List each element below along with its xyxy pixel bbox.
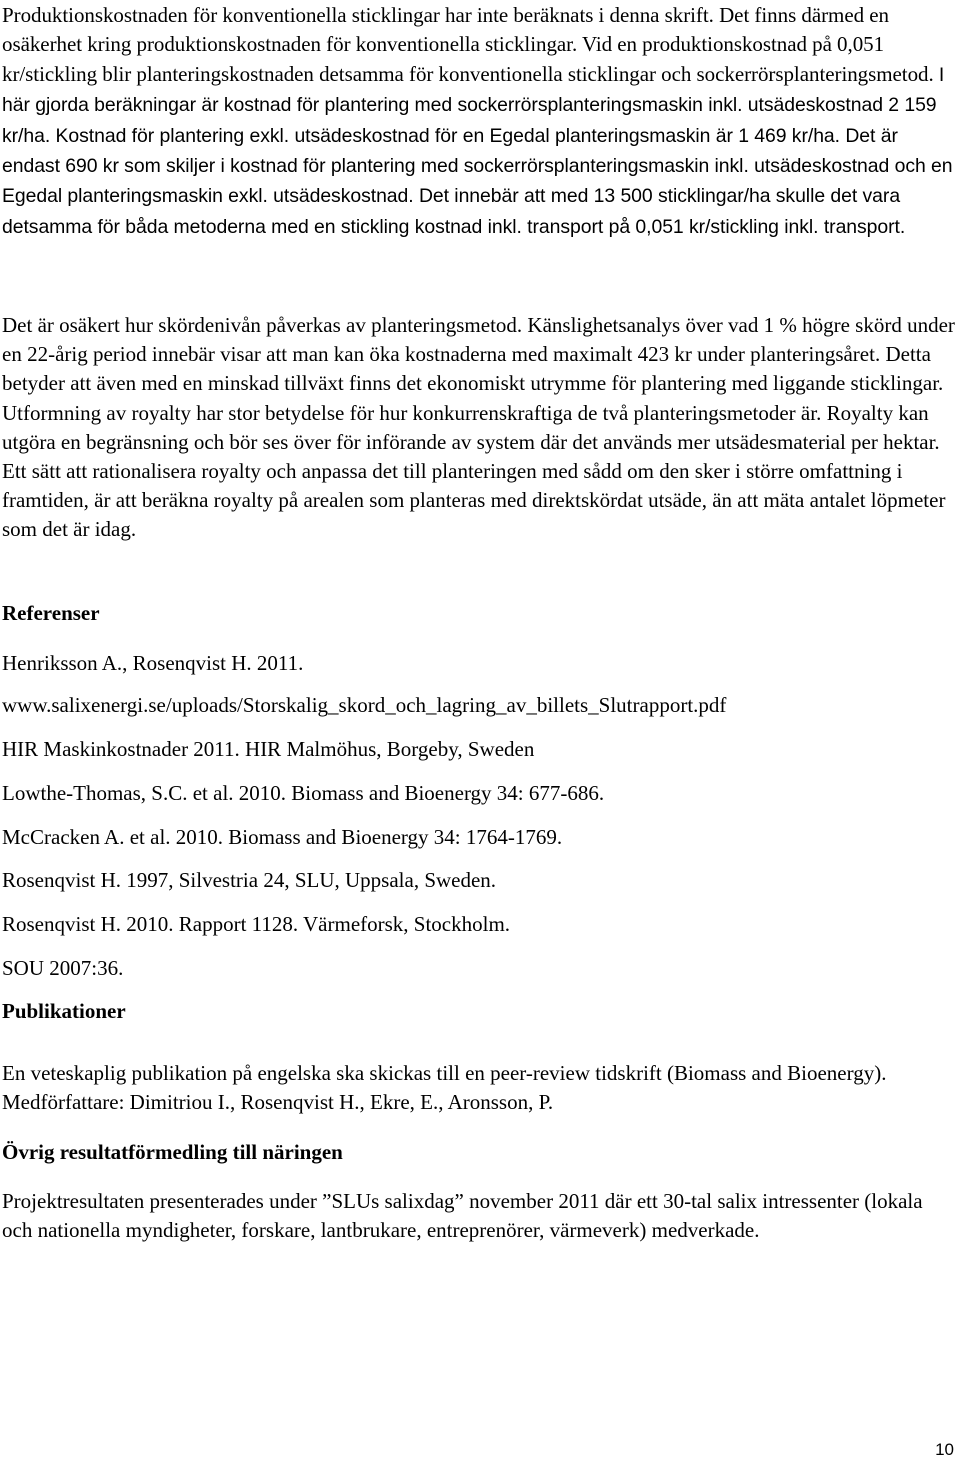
reference-item: SOU 2007:36. [2,956,124,980]
page-number: 10 [935,1440,954,1459]
reference-item: www.salixenergi.se/uploads/Storskalig_skord_och_lagring_av_billets_Slutrapport.pdf [2,693,727,717]
dissemination-heading: Övrig resultatförmedling till näringen [2,1140,343,1164]
body-paragraph: Det är osäkert hur skördenivån påverkas av planteringsmetod. Känslighetsanalys över vad 1 % högre skörd under en 22-årig period innebär visar att man kan öka kostnaderna med maximalt 423 kr under planteringsåret. Detta betyder att även med en minskad tillväxt finns det ekonomiskt utrymme för plantering med liggande sticklingar. Utformning av royalty har stor betydelse för hur konkurrenskraftiga de två planteringsmetoder är. Royalty kan utgöra en begränsning och bör ses över för införande av system där det används mer utsädesmaterial per hektar. Ett sätt att rationalisera royalty och anpassa det till planteringen med sådd om den sker i större omfattning i framtiden, är att beräkna royalty på arealen som planteras med direktskördat utsäde, än att mäta antalet löpmeter som det är idag. [2,313,955,542]
reference-item: HIR Maskinkostnader 2011. HIR Malmöhus, Borgeby, Sweden [2,737,535,761]
reference-item: Rosenqvist H. 2010. Rapport 1128. Värmeforsk, Stockholm. [2,912,511,936]
document-page [2,0,958,1243]
intro-serif-text: Produktionskostnaden för konventionella sticklingar har inte beräknats i denna skrift. Det finns därmed en osäkerhet kring produktionskostnaden för konventionella sticklingar. Vid en produktionskostnad på 0,051 kr/stickling blir planteringskostnaden detsamma för konventionella sticklingar och sockerrörsplanteringsmetod. [2,3,934,86]
intro-sans-text: I här gjorda beräkningar är kostnad för plantering med sockerrörsplanteringsmaskin inkl. utsädeskostnad 2 159 kr/ha. Kostnad för plantering exkl. utsädeskostnad för en Egedal planteringsmaskin är 1 469 kr/ha. Det är endast 690 kr som skiljer i kostnad för plantering med sockerrörsplanteringsmaskin inkl. utsädeskostnad och en Egedal planteringsmaskin exkl. utsädeskostnad. Det innebär att med 13 500 sticklingar/ha skulle det vara detsamma för båda metoderna med en stickling kostnad inkl. transport på 0,051 kr/stickling inkl. transport. [2,63,953,238]
reference-item: Lowthe-Thomas, S.C. et al. 2010. Biomass and Bioenergy 34: 677-686. [2,781,605,805]
dissemination-text: Projektresultaten presenterades under ”SLUs salixdag” november 2011 där ett 30-tal salix intressenter (lokala och nationella myndigheter, forskare, lantbrukare, entreprenörer, värmeverk) medverkade. [2,1189,923,1243]
publications-text: En veteskaplig publikation på engelska ska skickas till en peer-review tidskrift (Biomass and Bioenergy). Medförfattare: Dimitriou I., Rosenqvist H., Ekre, E., Aronsson, P. [2,1061,887,1115]
references-heading: Referenser [2,601,100,625]
reference-item: Rosenqvist H. 1997, Silvestria 24, SLU, Uppsala, Sweden. [2,868,497,892]
reference-item: McCracken A. et al. 2010. Biomass and Bioenergy 34: 1764-1769. [2,825,563,849]
reference-item: Henriksson A., Rosenqvist H. 2011. [2,651,304,675]
intro-paragraph [2,0,958,242]
publications-heading: Publikationer [2,999,126,1023]
